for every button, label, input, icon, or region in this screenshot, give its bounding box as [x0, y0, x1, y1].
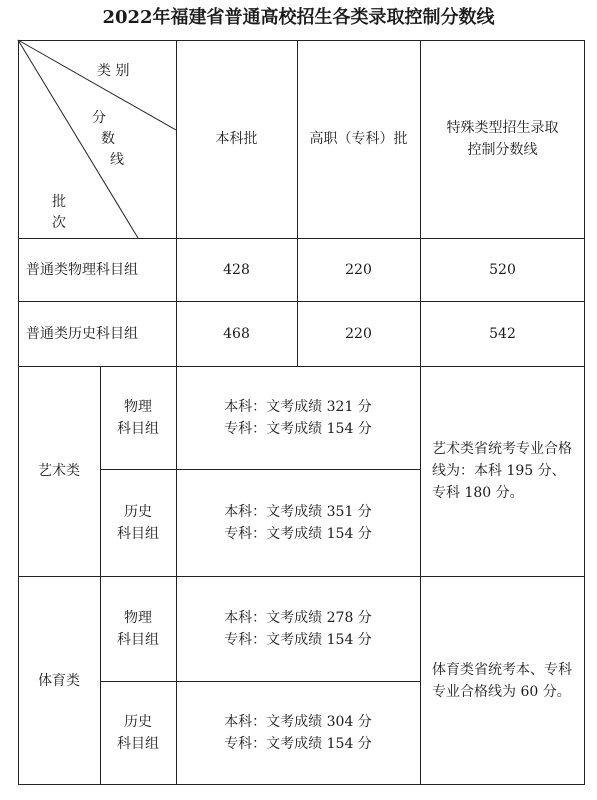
row-physics-vocational: 220 — [345, 261, 372, 278]
art-history-line-1: 本科：文考成绩 351 分 — [224, 503, 372, 520]
art-history-label — [100, 469, 176, 576]
art-note: 艺术类省统考专业合格线为：本科 195 分、专科 180 分。 — [432, 441, 572, 501]
art-history-label-2: 科目组 — [117, 525, 159, 542]
art-category: 艺术类 — [38, 463, 80, 479]
pe-physics-scores — [176, 576, 420, 681]
corner-label-batch-2: 次 — [52, 215, 66, 231]
pe-physics-label-1: 物理 — [124, 609, 152, 626]
header-special-line-2: 控制分数线 — [467, 142, 538, 158]
row-history-special: 542 — [489, 325, 516, 342]
pe-physics-label — [100, 576, 176, 681]
header-special — [420, 40, 585, 238]
pe-history-line-1: 本科：文考成绩 304 分 — [224, 714, 372, 730]
art-history-scores — [176, 469, 420, 576]
header-special-line-1: 特殊类型招生录取 — [446, 120, 559, 136]
art-physics-label-2: 科目组 — [117, 420, 159, 437]
art-history-line-2: 专科：文考成绩 154 分 — [224, 525, 372, 542]
corner-label-score-3: 线 — [110, 152, 124, 168]
art-physics-label-1: 物理 — [124, 398, 152, 415]
corner-label-score-1: 分 — [92, 110, 106, 126]
corner-label-batch-1: 批 — [52, 194, 66, 210]
art-physics-line-1: 本科：文考成绩 321 分 — [224, 398, 372, 415]
art-physics-line-2: 专科：文考成绩 154 分 — [224, 420, 372, 437]
art-history-label-1: 历史 — [124, 503, 152, 520]
pe-history-line-2: 专科：文考成绩 154 分 — [224, 736, 372, 752]
art-physics-scores — [176, 366, 420, 469]
pe-note: 体育类省统考本、专科专业合格线为 60 分。 — [432, 661, 572, 700]
pe-history-scores — [176, 681, 420, 785]
pe-history-label-2: 科目组 — [117, 736, 159, 752]
pe-category: 体育类 — [38, 672, 80, 689]
art-physics-label — [100, 366, 176, 469]
row-physics-special: 520 — [489, 261, 516, 278]
row-history-name: 普通类历史科目组 — [26, 325, 138, 342]
pe-physics-label-2: 科目组 — [117, 631, 159, 648]
corner-label-score-2: 数 — [101, 131, 115, 147]
header-vocational: 高职（专科）批 — [309, 131, 408, 147]
pe-physics-line-1: 本科：文考成绩 278 分 — [224, 609, 372, 626]
row-physics-name: 普通类物理科目组 — [26, 261, 138, 278]
row-history-undergrad: 468 — [223, 325, 250, 342]
row-history-vocational: 220 — [345, 325, 372, 342]
corner-label-category: 类 别 — [97, 63, 130, 79]
page-title: 2022年福建省普通高校招生各类录取控制分数线 — [102, 7, 495, 28]
pe-history-label-1: 历史 — [124, 714, 152, 730]
header-undergrad: 本科批 — [215, 131, 258, 147]
row-physics-undergrad: 428 — [223, 261, 250, 278]
pe-history-label — [100, 681, 176, 785]
pe-physics-line-2: 专科：文考成绩 154 分 — [224, 631, 372, 648]
